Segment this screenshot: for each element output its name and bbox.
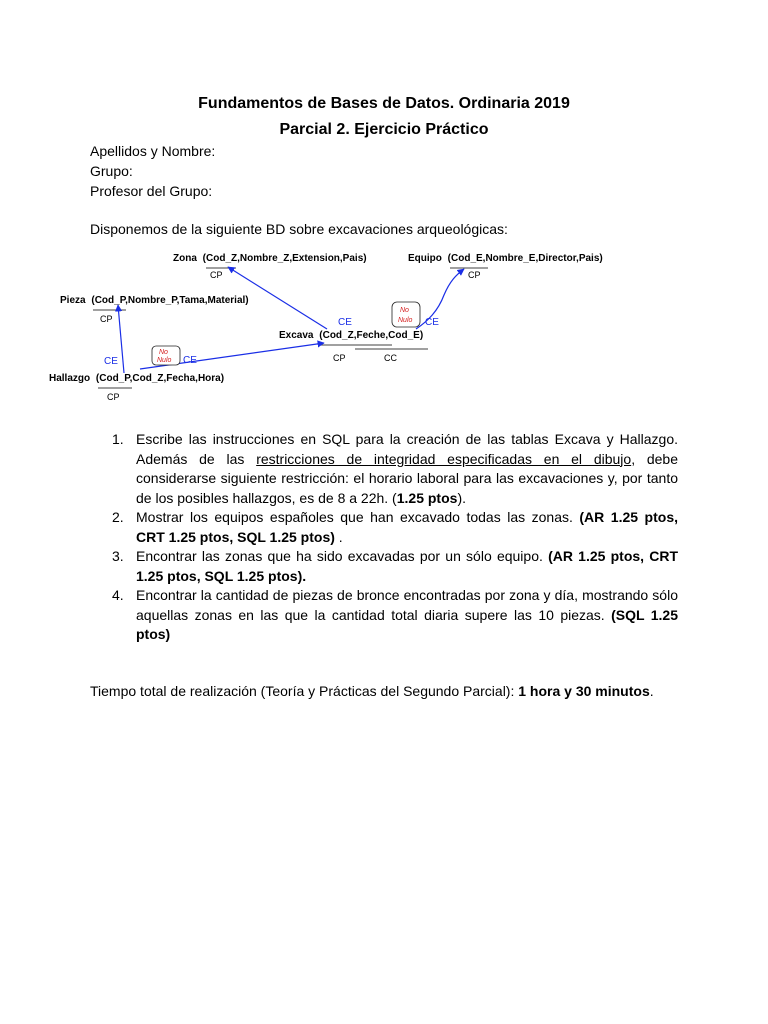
svg-text:No: No [159, 349, 168, 356]
svg-text:Excava (Cod_Z,Feche,Cod_ [279, 330, 423, 341]
question-list [90, 430, 678, 645]
integrity-constraints-underlined: restricciones de integridad especificadas en el dibujo [256, 450, 632, 467]
schema-diagram [40, 245, 640, 410]
not-null-badge-equipo [392, 302, 420, 327]
candidate-key-label: CC [384, 353, 397, 363]
table-name: Pieza [60, 295, 86, 306]
question-item-1: 1. Escribe las instrucciones en SQL para la creación de las tablas Excava y Hallazgo. Además de las restricciones de integridad especificadas en el dibujo, debe considerarse siguiente restricción: el horario laboral para las excavaciones y, por tanto de los posibles hallazgos, es de 8 a 22h. (1.25 ptos). [112, 431, 679, 506]
svg-text:No: No [400, 307, 409, 314]
points-label: (AR 1.25 ptos, CRT 1.25 ptos, SQL 1.25 ptos). [136, 548, 679, 584]
fk-arrow-excava-equipo [416, 269, 464, 329]
document-title: Fundamentos de Bases de Datos. Ordinaria 2019 [198, 95, 570, 112]
primary-key-label: CP [107, 392, 120, 402]
table-attributes: (Cod_P,Nombre_P,Tama,Material) [91, 295, 249, 306]
name-field-label: Apellidos y Nombre: [90, 143, 216, 159]
total-time-value: 1 hora y 30 minutos [518, 683, 650, 699]
table-name: Zona [173, 253, 197, 264]
document-subtitle: Parcial 2. Ejercicio Práctico [279, 121, 489, 138]
svg-text:Zona (Cod_Z,Nombre_Z,Ext [173, 253, 367, 264]
points-label: (SQL 1.25 ptos) [136, 606, 678, 642]
primary-key-label: CP [468, 270, 481, 280]
primary-key-label: CP [100, 314, 113, 324]
table-attributes: (Cod_P,Cod_Z,Fecha,Hora) [95, 373, 225, 384]
total-time-note: Tiempo total de realización (Teoría y Prácticas del Segundo Parcial): 1 hora y 30 minutos. [90, 683, 654, 699]
svg-text:Hallazgo (Cod_P,Cod_Z,Fe [49, 373, 224, 384]
table-pieza [60, 295, 249, 324]
fk-label-excava-equipo: CE [425, 317, 439, 328]
table-attributes: (Cod_E,Nombre_E,Director,Pais) [447, 253, 603, 264]
fk-arrow-hallazgo-pieza [118, 305, 124, 373]
table-zona [173, 253, 367, 280]
table-name: Excava [279, 330, 314, 341]
question-item-4: 4. Encontrar la cantidad de piezas de bronce encontradas por zona y día, mostrando sólo aquellas zonas en las que la cantidad total diaria supere las 10 piezas. (SQL 1.25 ptos) [112, 587, 678, 642]
fk-label-hallazgo-pieza: CE [104, 356, 118, 367]
question-item-3: 3. Encontrar las zonas que ha sido excavadas por un sólo equipo. (AR 1.25 ptos, CRT 1.25 ptos, SQL 1.25 ptos). [112, 548, 679, 584]
question-item-2: 2. Mostrar los equipos españoles que han excavado todas las zonas. (AR 1.25 ptos, CRT 1.25 ptos, SQL 1.25 ptos) . [112, 509, 678, 545]
table-attributes: (Cod_Z,Feche,Cod_E) [319, 330, 424, 341]
fk-label-excava-zona: CE [338, 317, 352, 328]
points-label: (AR 1.25 ptos, CRT 1.25 ptos, SQL 1.25 ptos) [136, 509, 678, 545]
table-name: Hallazgo [49, 373, 91, 384]
professor-field-label: Profesor del Grupo: [90, 183, 213, 199]
svg-text:Nulo: Nulo [157, 357, 172, 364]
svg-text:Pieza (Cod_P,Nombre_P,Ta [60, 295, 249, 306]
table-name: Equipo [408, 253, 442, 264]
fk-label-hallazgo-excava: CE [183, 355, 197, 366]
points-label: 1.25 ptos [396, 489, 458, 506]
table-attributes: (Cod_Z,Nombre_Z,Extension,Pais) [202, 253, 367, 264]
intro-paragraph: Disponemos de la siguiente BD sobre excavaciones arqueológicas: [90, 221, 508, 237]
not-null-badge-hallazgo [152, 346, 180, 365]
primary-key-label: CP [210, 270, 223, 280]
table-hallazgo [49, 373, 224, 402]
svg-text:Equipo (Cod_E,Nombre_E,D [408, 253, 603, 264]
svg-text:Nulo: Nulo [398, 317, 413, 324]
table-equipo [408, 253, 603, 280]
primary-key-label: CP [333, 353, 346, 363]
group-field-label: Grupo: [90, 163, 133, 179]
